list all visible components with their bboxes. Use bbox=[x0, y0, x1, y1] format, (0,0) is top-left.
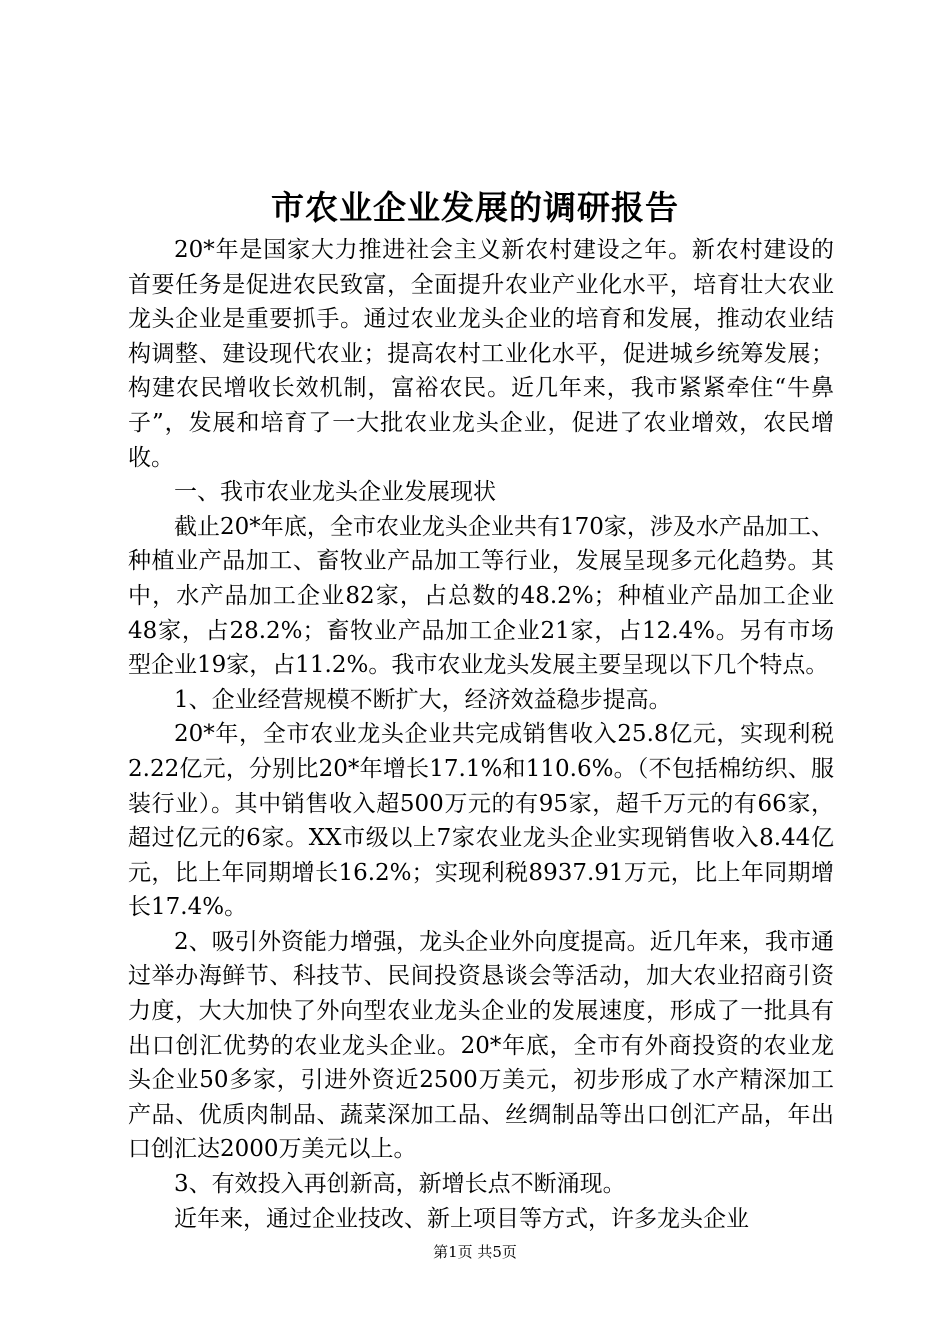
paragraph-recent: 近年来，通过企业技改、新上项目等方式，许多龙头企业 bbox=[174, 1205, 749, 1232]
document-body bbox=[128, 233, 834, 1236]
paragraph-status: 截止20*年底，全市农业龙头企业共有170家，涉及水产品加工、种植业产品加工、畜牧业产品加工等行业，发展呈现多元化趋势。其中，水产品加工企业82家，占总数的48.2%；种植业产品加工企业48家，占28.2%；畜牧业产品加工企业21家，占12.4%。另有市场型企业19家，占11.2%。我市农业龙头发展主要呈现以下几个特点。 bbox=[128, 513, 834, 679]
section-heading: 一、我市农业龙头企业发展现状 bbox=[174, 479, 496, 506]
subheading-1: 1、企业经营规模不断扩大，经济效益稳步提高。 bbox=[174, 686, 672, 713]
paragraph-foreign-investment: 2、吸引外资能力增强，龙头企业外向度提高。近几年来，我市通过举办海鲜节、科技节、民间投资恳谈会等活动，加大农业招商引资力度，大大加快了外向型农业龙头企业的发展速度，形成了一批具有出口创汇优势的农业龙头企业。20*年底，全市有外商投资的农业龙头企业50多家，引进外资近2500万美元，初步形成了水产精深加工产品、优质肉制品、蔬菜深加工品、丝绸制品等出口创汇产品，年出口创汇达2000万美元以上。 bbox=[128, 928, 834, 1163]
paragraph-intro: 20*年是国家大力推进社会主义新农村建设之年。新农村建设的首要任务是促进农民致富，全面提升农业产业化水平，培育壮大农业龙头企业是重要抓手。通过农业龙头企业的培育和发展，推动农业结构调整、建设现代农业；提高农村工业化水平，促进城乡统筹发展；构建农民增收长效机制，富裕农民。近几年来，我市紧紧牵住“牛鼻子”，发展和培育了一大批农业龙头企业，促进了农业增效，农民增收。 bbox=[128, 237, 834, 471]
subheading-3: 3、有效投入再创新高，新增长点不断涌现。 bbox=[174, 1171, 626, 1198]
document-title: 市农业企业发展的调研报告 bbox=[271, 188, 679, 227]
page-footer: 第1页 共5页 bbox=[433, 1243, 517, 1261]
paragraph-sales: 20*年，全市农业龙头企业共完成销售收入25.8亿元，实现利税2.22亿元，分别比20*年增长17.1%和110.6%。（不包括棉纺织、服装行业）。其中销售收入超500万元的有95家，超千万元的有66家，超过亿元的6家。XX市级以上7家农业龙头企业实现销售收入8.44亿元，比上年同期增长16.2%；实现利税8937.91万元，比上年同期增长17.4%。 bbox=[128, 721, 834, 921]
